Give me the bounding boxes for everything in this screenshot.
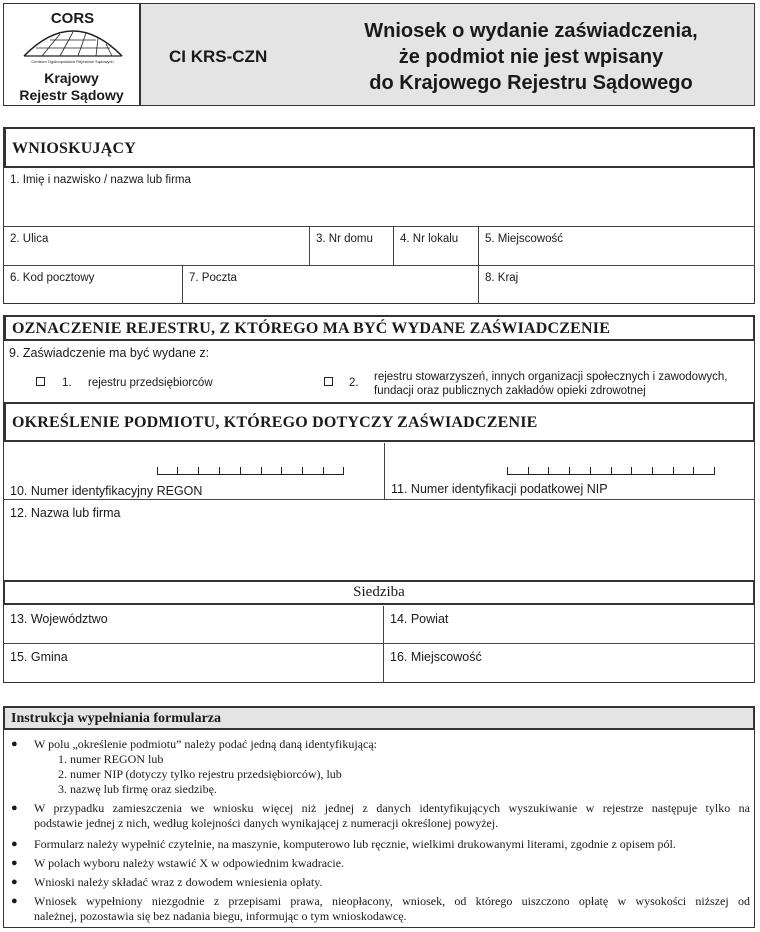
field-city[interactable]: [479, 227, 754, 265]
field-entity-name[interactable]: [4, 500, 754, 580]
option1-label: rejestru przedsiębiorców: [88, 377, 213, 389]
entity-section-header: [3, 402, 755, 442]
bullet-icon: ●: [11, 876, 18, 888]
instruction-3: Formularz należy wypełnić czytelnie, na maszynie, komputerowo lub ręcznie, wielkimi drukowanymi literami, zgodnie z opisem pól.: [34, 837, 676, 851]
instruction-1: W polu „określenie podmiotu” należy podać jedną daną identyfikującą:: [34, 737, 377, 751]
field-nip[interactable]: [385, 443, 754, 499]
instruction-1-item-1: 1. numer REGON lub: [58, 752, 164, 766]
form-title-line3: do Krajowego Rejestru Sądowego: [369, 72, 693, 94]
field-house-number[interactable]: [310, 227, 393, 265]
instruction-6-line1: Wniosek wypełniony niezgodnie z przepisami prawa, nieopłacony, wniosek, od którego uiszczono opłatę w wysokości niższej od: [34, 894, 750, 908]
register-section-header: [3, 315, 755, 341]
instruction-1-item-3: 3. nazwę lub firmę oraz siedzibę.: [58, 782, 217, 796]
field-locality[interactable]: [384, 644, 754, 682]
logo-text: CORS: [50, 10, 95, 27]
instruction-4: W polach wyboru należy wstawić X w odpowiednim kwadracie.: [34, 856, 345, 870]
register-question: 9. Zaświadczenie ma być wydane z:: [9, 346, 210, 360]
field-entity-name-label: 12. Nazwa lub firma: [10, 506, 121, 520]
field-county[interactable]: [384, 606, 754, 643]
field-street-label: 2. Ulica: [10, 233, 49, 245]
field-municipality-label: 15. Gmina: [10, 650, 68, 664]
org-name-line2: Rejestr Sądowy: [19, 87, 124, 103]
form-title-line2: że podmiot nie jest wpisany: [398, 46, 664, 68]
option2-label-line2: fundacji oraz publicznych zakładów opieki zdrowotnej: [374, 385, 646, 397]
header-logo-cell: [3, 3, 140, 106]
field-apartment-number[interactable]: [394, 227, 478, 265]
logo-grid-icon: [22, 26, 124, 58]
header-code-cell: [140, 3, 755, 106]
applicant-section-title: WNIOSKUJĄCY: [12, 140, 136, 157]
instruction-5: Wnioski należy składać wraz z dowodem wniesienia opłaty.: [34, 875, 323, 889]
field-country-label: 8. Kraj: [485, 272, 519, 284]
seat-title: Siedziba: [353, 584, 405, 600]
field-nip-label: 11. Numer identyfikacji podatkowej NIP: [391, 482, 608, 496]
instructions-body: [3, 734, 755, 924]
field-postal-code-label: 6. Kod pocztowy: [10, 272, 95, 284]
instructions-header: [3, 706, 755, 730]
instruction-2-line2: podstawie jednej z nich, według kolejności danych wynikającej z numeracji określonej powyżej.: [34, 816, 499, 830]
option2-number: 2.: [349, 377, 359, 389]
field-city-label: 5. Miejscowość: [485, 233, 563, 245]
logo-small-text: Centrum Ogólnopolskich Rejestrów Sądowych: [31, 59, 114, 64]
checkbox-associations-register[interactable]: [324, 377, 333, 386]
checkbox-business-register[interactable]: [36, 377, 45, 386]
field-voivodeship-label: 13. Województwo: [10, 612, 108, 626]
entity-section-title: OKREŚLENIE PODMIOTU, KTÓREGO DOTYCZY ZAŚWIADCZENIE: [12, 414, 538, 431]
instruction-2-line1: W przypadku zamieszczenia we wniosku więcej niż jednej z danych identyfikujących wyszukiwanie w rejestrze następuje tylko na: [34, 801, 750, 815]
cors-logo: [16, 10, 129, 66]
field-postal-code[interactable]: [4, 266, 182, 304]
seat-subheader: [3, 580, 755, 605]
field-house-number-label: 3. Nr domu: [316, 233, 373, 245]
field-municipality[interactable]: [4, 644, 383, 682]
option2-label-line1: rejestru stowarzyszeń, innych organizacji społecznych i zawodowych,: [374, 371, 728, 383]
bullet-icon: ●: [11, 895, 18, 907]
field-regon-label: 10. Numer identyfikacyjny REGON: [10, 484, 203, 498]
field-post-office[interactable]: [183, 266, 478, 304]
field-locality-label: 16. Miejscowość: [390, 650, 482, 664]
form-code: CI KRS-CZN: [169, 47, 268, 66]
bullet-icon: ●: [11, 857, 18, 869]
bullet-icon: ●: [11, 802, 18, 814]
option1-number: 1.: [62, 377, 72, 389]
field-country[interactable]: [479, 266, 754, 304]
bullet-icon: ●: [11, 838, 18, 850]
field-apartment-number-label: 4. Nr lokalu: [400, 233, 459, 245]
field-name[interactable]: [4, 168, 754, 226]
field-name-label: 1. Imię i nazwisko / nazwa lub firma: [10, 174, 191, 186]
nip-digit-boxes[interactable]: [507, 466, 715, 475]
org-name-line1: Krajowy: [44, 70, 99, 86]
register-section-title: OZNACZENIE REJESTRU, Z KTÓREGO MA BYĆ WYDANE ZAŚWIADCZENIE: [12, 320, 611, 337]
applicant-section-header: [3, 127, 755, 168]
field-regon[interactable]: [4, 443, 384, 499]
bullet-icon: ●: [11, 738, 18, 750]
regon-digit-boxes[interactable]: [157, 466, 344, 475]
field-post-office-label: 7. Poczta: [189, 272, 237, 284]
instruction-6-line2: należnej, pozostawia się bez nadania biegu, informując o tym wnioskodawcę.: [34, 909, 407, 923]
instructions-title: Instrukcja wypełniania formularza: [11, 711, 221, 726]
form-title-line1: Wniosek o wydanie zaświadczenia,: [364, 20, 698, 42]
field-voivodeship[interactable]: [4, 606, 383, 643]
field-street[interactable]: [4, 227, 309, 265]
field-county-label: 14. Powiat: [390, 612, 449, 626]
instruction-1-item-2: 2. numer NIP (dotyczy tylko rejestru przedsiębiorców), lub: [58, 767, 342, 781]
